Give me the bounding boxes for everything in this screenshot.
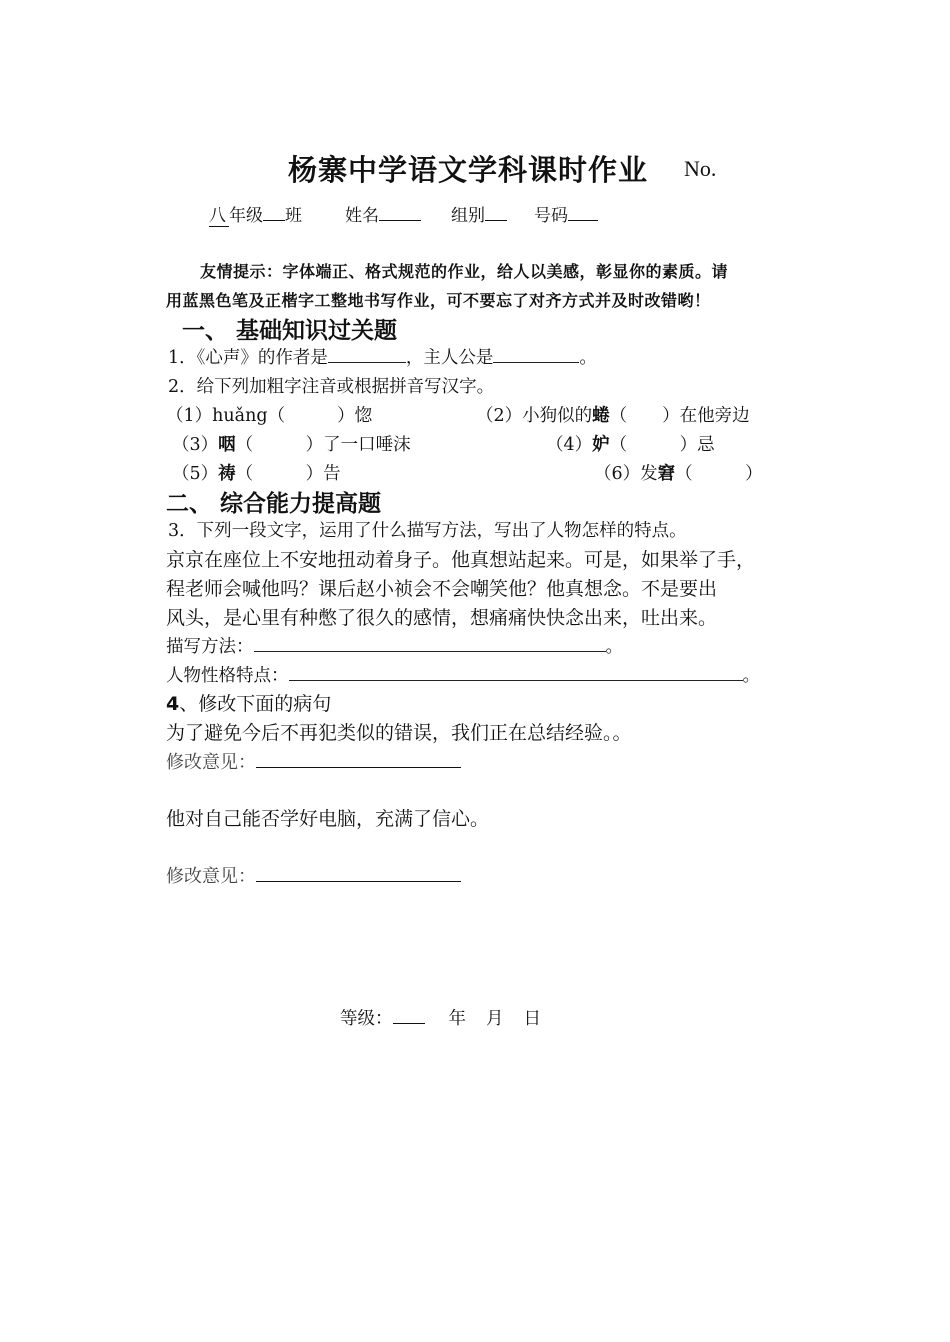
fix-field-2 bbox=[166, 862, 461, 888]
group-field bbox=[451, 201, 507, 226]
q1-text-a: 1．《心声》的作者是 bbox=[168, 348, 328, 368]
question-2: 2．给下列加粗字注音或根据拼音写汉字。 bbox=[168, 377, 495, 397]
trait-field bbox=[166, 662, 760, 687]
q1-text-b: ，主人公是 bbox=[405, 348, 494, 368]
item-1-post: ）惚 bbox=[337, 406, 373, 426]
item-4-bold: 妒 bbox=[592, 435, 610, 455]
name-label: 姓名 bbox=[345, 206, 379, 226]
footer-grade-label: 等级： bbox=[340, 1009, 393, 1029]
group-blank[interactable] bbox=[485, 206, 507, 221]
tip-line-2: 用蓝黑色笔及正楷字工整地书写作业，可不要忘了对齐方式并及时改错哟！ bbox=[166, 291, 711, 310]
q2-item-2 bbox=[476, 402, 750, 427]
item-3-post: （ ）了一口唾沫 bbox=[235, 435, 411, 455]
method-field bbox=[166, 633, 623, 658]
footer-grade bbox=[340, 1005, 541, 1030]
item-6-post: （ ） bbox=[675, 464, 763, 484]
name-blank[interactable] bbox=[379, 206, 421, 221]
grade-value: 八 bbox=[209, 201, 229, 227]
trait-end: 。 bbox=[742, 666, 760, 686]
tip-line-1: 友情提示：字体端正、格式规范的作业，给人以美感，彰显你的素质。请 bbox=[200, 262, 729, 281]
item-2-bold: 蜷 bbox=[592, 406, 610, 426]
item-6-bold: 窘 bbox=[657, 464, 676, 484]
item-2-post: （ ）在他旁边 bbox=[609, 406, 750, 426]
q1-text-c: 。 bbox=[579, 348, 597, 368]
footer-month: 月 bbox=[486, 1009, 504, 1029]
item-2-pre: （2）小狗似的 bbox=[476, 406, 593, 426]
passage-line-1: 京京在座位上不安地扭动着身子。他真想站起来。可是，如果举了手， bbox=[166, 549, 756, 571]
q2-item-5 bbox=[172, 460, 341, 485]
fix-label-2: 修改意见： bbox=[166, 866, 256, 887]
seat-number-field bbox=[534, 201, 598, 226]
footer-grade-blank[interactable] bbox=[393, 1009, 425, 1024]
method-blank[interactable] bbox=[254, 651, 606, 652]
item-1-pre: （1）huǎng（ bbox=[166, 406, 286, 426]
group-label: 组别 bbox=[451, 206, 485, 226]
grade-label: 年级 bbox=[229, 206, 263, 226]
q4-text: 、修改下面的病句 bbox=[179, 693, 332, 715]
passage-line-3: 风头，是心里有种憋了很久的感情，想痛痛快快念出来，吐出来。 bbox=[166, 607, 718, 629]
q1-blank-protagonist[interactable] bbox=[493, 362, 579, 363]
footer-year: 年 bbox=[448, 1009, 466, 1029]
q2-item-4 bbox=[546, 431, 715, 456]
q2-item-1 bbox=[166, 402, 372, 427]
fix-blank-1[interactable] bbox=[256, 751, 461, 768]
seat-number-label: 号码 bbox=[534, 206, 568, 226]
footer-day: 日 bbox=[523, 1009, 541, 1029]
q1-blank-author[interactable] bbox=[328, 362, 406, 363]
method-end: 。 bbox=[605, 637, 623, 657]
item-4-post: （ ）忌 bbox=[609, 435, 715, 455]
fix-blank-2[interactable] bbox=[256, 865, 461, 882]
question-3: 3．下列一段文字，运用了什么描写方法，写出了人物怎样的特点。 bbox=[168, 521, 687, 541]
q2-item-3 bbox=[172, 431, 411, 456]
sick-sentence-2: 他对自己能否学好电脑，充满了信心。 bbox=[166, 808, 490, 830]
item-3-bold: 咽 bbox=[218, 435, 236, 455]
q4-number: 4 bbox=[166, 693, 180, 715]
item-6-pre: （6）发 bbox=[594, 464, 658, 484]
number-label: No. bbox=[684, 156, 717, 181]
passage-line-2: 程老师会喊他吗？课后赵小祯会不会嘲笑他？他真想念。不是要出 bbox=[166, 578, 718, 600]
grade-field bbox=[209, 201, 302, 227]
trait-blank[interactable] bbox=[289, 680, 743, 681]
item-5-bold: 祷 bbox=[218, 464, 236, 484]
trait-label: 人物性格特点： bbox=[166, 666, 289, 686]
item-5-post: （ ）告 bbox=[235, 464, 341, 484]
section-1-heading: 一、 基础知识过关题 bbox=[182, 317, 398, 344]
question-1 bbox=[168, 344, 597, 369]
seat-number-blank[interactable] bbox=[568, 206, 598, 221]
question-4 bbox=[166, 689, 331, 716]
name-field bbox=[345, 201, 421, 226]
q2-item-6 bbox=[594, 460, 763, 485]
item-4-pre: （4） bbox=[546, 435, 593, 455]
class-label: 班 bbox=[285, 206, 302, 226]
page-title: 杨寨中学语文学科课时作业 bbox=[288, 153, 649, 187]
class-blank[interactable] bbox=[263, 206, 285, 221]
item-3-pre: （3） bbox=[172, 435, 219, 455]
item-5-pre: （5） bbox=[172, 464, 219, 484]
section-2-heading: 二、 综合能力提高题 bbox=[166, 490, 382, 517]
fix-label-1: 修改意见： bbox=[166, 752, 256, 773]
fix-field-1 bbox=[166, 748, 461, 774]
method-label: 描写方法： bbox=[166, 637, 254, 657]
sick-sentence-1: 为了避免今后不再犯类似的错误，我们正在总结经验。。 bbox=[166, 722, 632, 744]
